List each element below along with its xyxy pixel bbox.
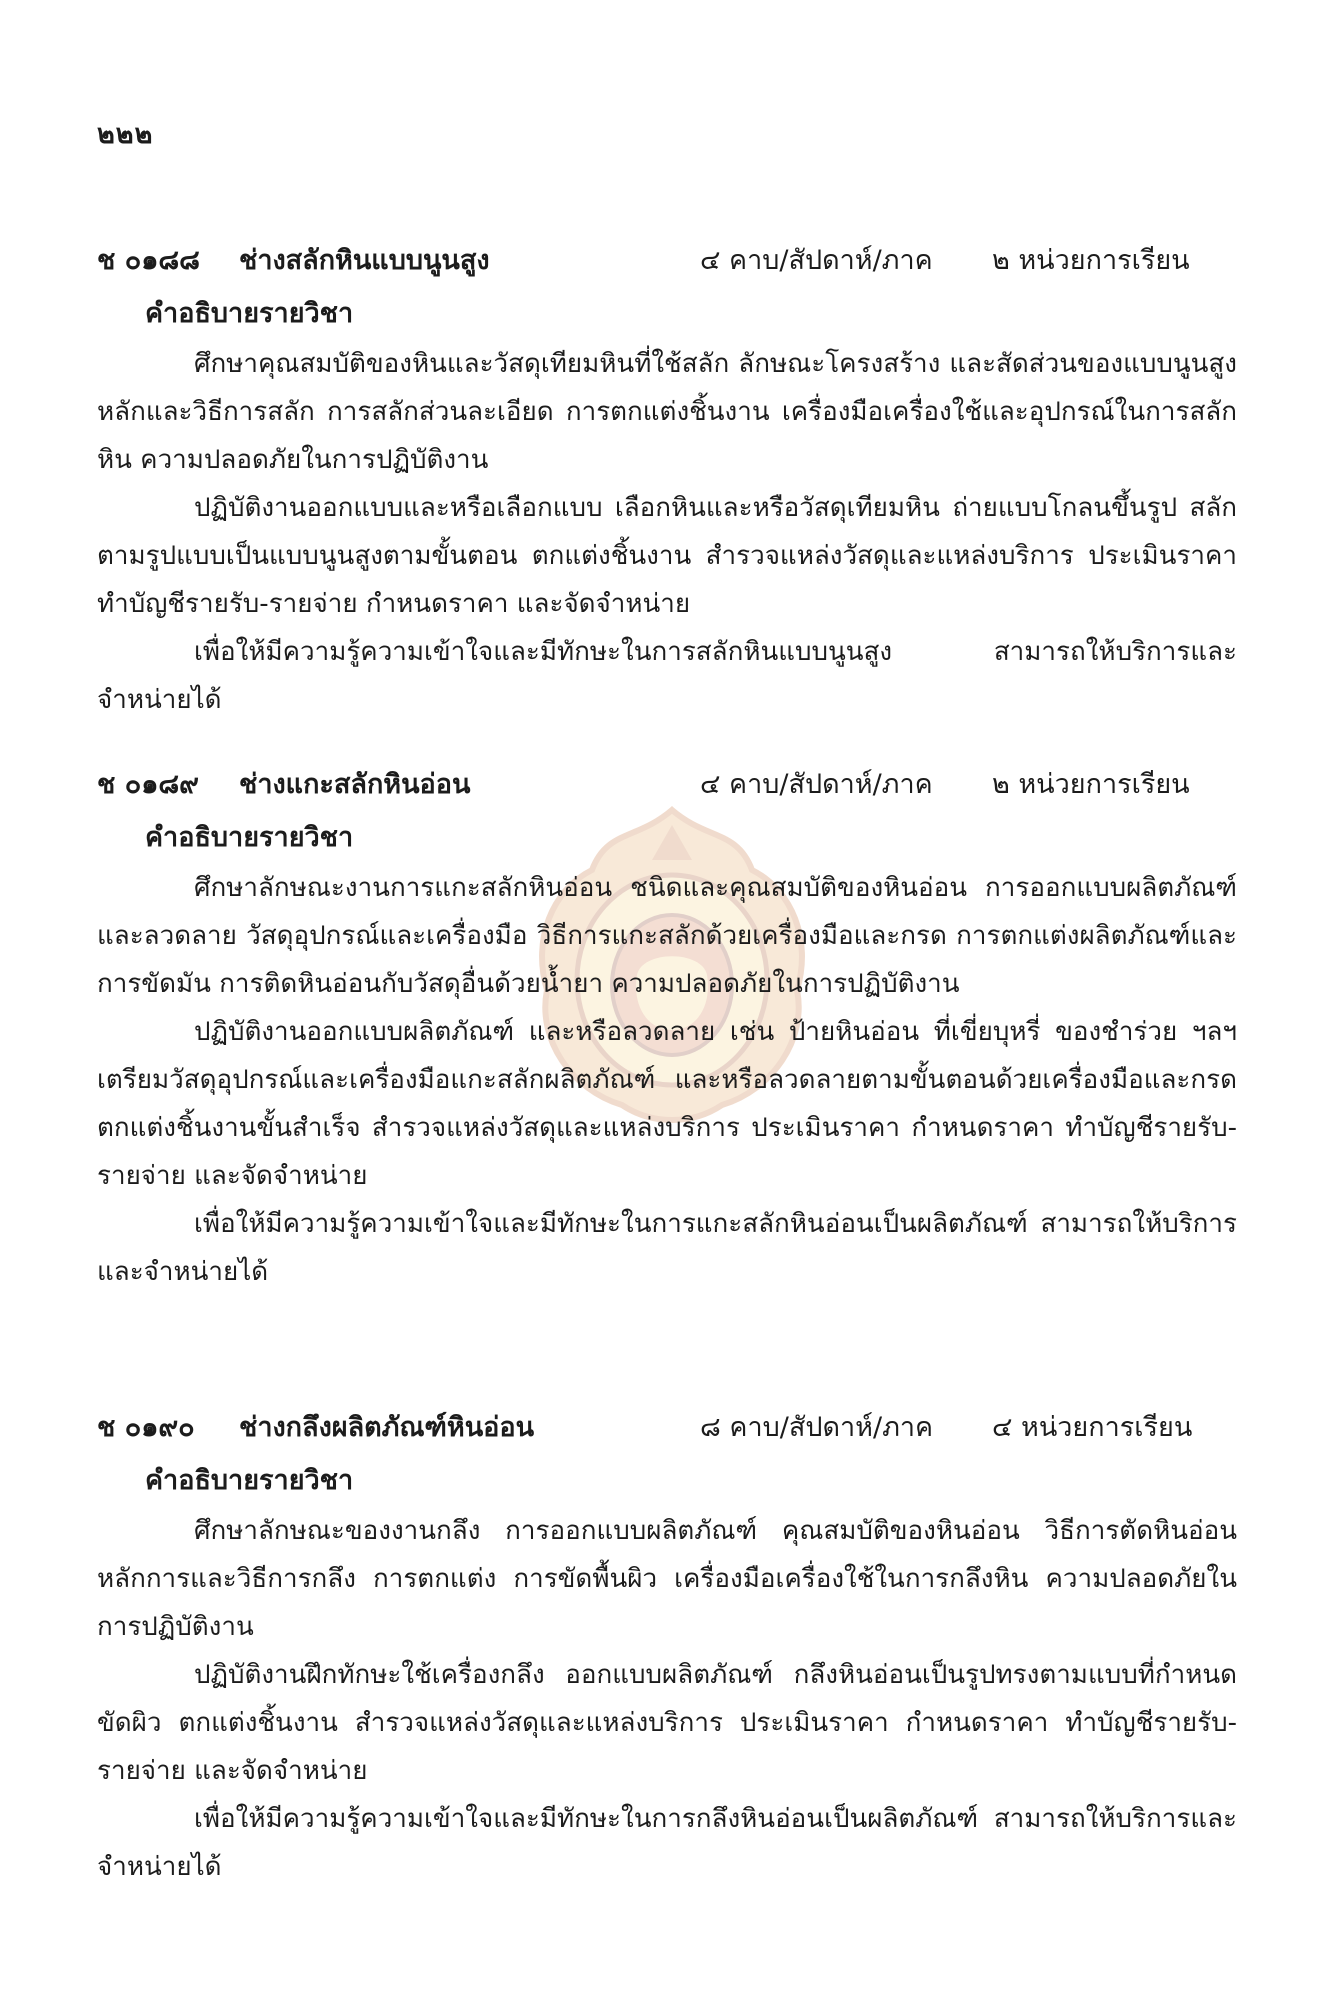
course-hours: ๔ คาบ/สัปดาห์/ภาค — [700, 769, 933, 800]
course-credits: ๔ หน่วยการเรียน — [992, 1412, 1193, 1443]
description-paragraph: ปฏิบัติงานฝึกทักษะใช้เครื่องกลึง ออกแบบผลิตภัณฑ์ กลึงหินอ่อนเป็นรูปทรงตามแบบที่กำหนด ขัดผิว ตกแต่งชิ้นงาน สำรวจแหล่งวัสดุและแหล่งบริการ ประเมินราคา กำหนดราคา ทำบัญชีรายรับ-รายจ่าย และจัดจำหน่าย — [97, 1660, 1237, 1786]
description-heading: คำอธิบายรายวิชา — [145, 1465, 354, 1496]
course-credits: ๒ หน่วยการเรียน — [992, 245, 1190, 276]
description-paragraph: เพื่อให้มีความรู้ความเข้าใจและมีทักษะในการกลึงหินอ่อนเป็นผลิตภัณฑ์ สามารถให้บริการและจำหน่ายได้ — [97, 1804, 1237, 1882]
course-header — [97, 762, 1247, 808]
course-code: ช ๐๑๙๐ — [97, 1412, 195, 1443]
description-heading: คำอธิบายรายวิชา — [145, 822, 354, 853]
page-number: ๒๒๒ — [97, 119, 154, 150]
description-paragraph: เพื่อให้มีความรู้ความเข้าใจและมีทักษะในการแกะสลักหินอ่อนเป็นผลิตภัณฑ์ สามารถให้บริการและจำหน่ายได้ — [97, 1209, 1237, 1287]
course-name: ช่างแกะสลักหินอ่อน — [239, 769, 471, 800]
course-name: ช่างสลักหินแบบนูนสูง — [239, 245, 490, 276]
course-code: ช ๐๑๘๙ — [97, 769, 199, 800]
description-paragraph: ปฏิบัติงานออกแบบผลิตภัณฑ์ และหรือลวดลาย เช่น ป้ายหินอ่อน ที่เขี่ยบุหรี่ ของชำร่วย ฯลฯ เตรียมวัสดุอุปกรณ์และเครื่องมือแกะสลักผลิตภัณฑ์ และหรือลวดลายตามขั้นตอนด้วยเครื่องมือและกรด ตกแต่งชิ้นงานขั้นสำเร็จ สำรวจแหล่งวัสดุและแหล่งบริการ ประเมินราคา กำหนดราคา ทำบัญชีรายรับ-รายจ่าย และจัดจำหน่าย — [97, 1017, 1237, 1191]
course-header — [97, 238, 1247, 284]
description-paragraph: เพื่อให้มีความรู้ความเข้าใจและมีทักษะในการสลักหินแบบนูนสูง สามารถให้บริการและจำหน่ายได้ — [97, 637, 1237, 715]
description-heading: คำอธิบายรายวิชา — [145, 298, 354, 329]
course-header — [97, 1405, 1247, 1451]
description-paragraph: ปฏิบัติงานออกแบบและหรือเลือกแบบ เลือกหินและหรือวัสดุเทียมหิน ถ่ายแบบโกลนขึ้นรูป สลักตามรูปแบบเป็นแบบนูนสูงตามขั้นตอน ตกแต่งชิ้นงาน สำรวจแหล่งวัสดุและแหล่งบริการ ประเมินราคา ทำบัญชีรายรับ-รายจ่าย กำหนดราคา และจัดจำหน่าย — [97, 493, 1237, 619]
course-code: ช ๐๑๘๘ — [97, 245, 201, 276]
course-section — [97, 762, 1247, 1296]
course-hours: ๘ คาบ/สัปดาห์/ภาค — [700, 1412, 934, 1443]
course-section — [97, 238, 1247, 724]
description-paragraph: ศึกษาลักษณะงานการแกะสลักหินอ่อน ชนิดและคุณสมบัติของหินอ่อน การออกแบบผลิตภัณฑ์ และลวดลาย วัสดุอุปกรณ์และเครื่องมือ วิธีการแกะสลักด้วยเครื่องมือและกรด การตกแต่งผลิตภัณฑ์และการขัดมัน การติดหินอ่อนกับวัสดุอื่นด้วยน้ำยา ความปลอดภัยในการปฏิบัติงาน — [97, 873, 1237, 999]
course-credits: ๒ หน่วยการเรียน — [992, 769, 1190, 800]
description-paragraph: ศึกษาคุณสมบัติของหินและวัสดุเทียมหินที่ใช้สลัก ลักษณะโครงสร้าง และสัดส่วนของแบบนูนสูง หลักและวิธีการสลัก การสลักส่วนละเอียด การตกแต่งชิ้นงาน เครื่องมือเครื่องใช้และอุปกรณ์ในการสลักหิน ความปลอดภัยในการปฏิบัติงาน — [97, 349, 1237, 475]
course-section — [97, 1405, 1247, 1891]
course-hours: ๔ คาบ/สัปดาห์/ภาค — [700, 245, 933, 276]
description-paragraph: ศึกษาลักษณะของงานกลึง การออกแบบผลิตภัณฑ์ คุณสมบัติของหินอ่อน วิธีการตัดหินอ่อน หลักการและวิธีการกลึง การตกแต่ง การขัดพื้นผิว เครื่องมือเครื่องใช้ในการกลึงหิน ความปลอดภัยในการปฏิบัติงาน — [97, 1516, 1237, 1642]
course-name: ช่างกลึงผลิตภัณฑ์หินอ่อน — [239, 1412, 535, 1443]
